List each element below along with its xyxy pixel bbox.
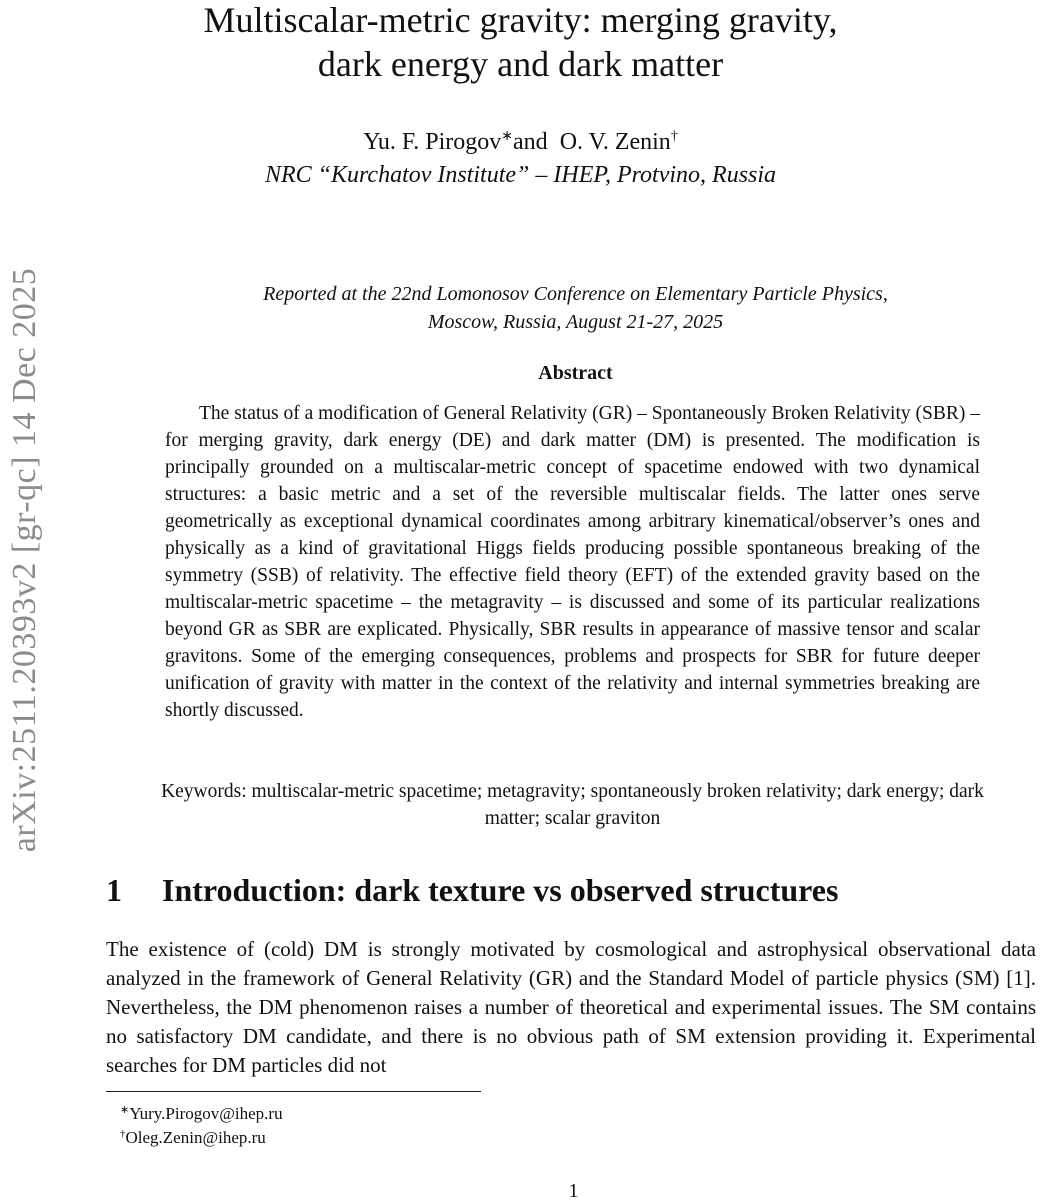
footnote-divider (106, 1091, 481, 1092)
authors (0, 122, 1041, 157)
author-second-footnote-mark: † (670, 129, 678, 144)
report-line-2: Moscow, Russia, August 21-27, 2025 (427, 311, 724, 333)
footnote-2-mark: † (120, 1128, 126, 1140)
page-number: 1 (568, 1180, 579, 1202)
abstract-text: The status of a modification of General Relativity (GR) – Spontaneously Broken Relativity (SBR) – for merging gravity, dark energy (DE) and dark matter (DM) is presented. The modification is principally grounded on a multiscalar-metric concept of spacetime endowed with two dynamical structures: a basic metric and a set of the reversible multiscalar fields. The latter ones serve geometrically as exceptional dynamical coordinates among arbitrary kinematical/observer’s ones and physically as a kind of gravitational Higgs fields producing possible spontaneous breaking of the symmetry (SSB) of relativity. The effective field theory (EFT) of the extended gravity based on the multiscalar-metric spacetime – the metagravity – is discussed and some of its particular realizations beyond GR as SBR are explicated. Physically, SBR results in appearance of massive tensor and scalar gravitons. Some of the emerging consequences, problems and prospects for SBR for future deeper unification of gravity with matter in the context of the relativity and internal symmetries breaking are shortly discussed. (165, 403, 980, 721)
affiliation: NRC “Kurchatov Institute” – IHEP, Protvino, Russia (264, 162, 777, 188)
keywords: Keywords: multiscalar-metric spacetime; metagravity; spontaneously broken relativity; dark energy; dark matter; scalar graviton (161, 781, 984, 829)
footnote-1-email: Yury.Pirogov@ihep.ru (129, 1104, 283, 1123)
report-line-1: Reported at the 22nd Lomonosov Conference on Elementary Particle Physics, (263, 283, 888, 305)
abstract-heading: Abstract (538, 362, 613, 384)
author-first: Yu. F. Pirogov (363, 129, 502, 155)
author-first-footnote-mark: ∗ (501, 129, 514, 144)
footnote-2 (120, 1123, 266, 1149)
title-line-2: dark energy and dark matter (317, 44, 724, 84)
footnote-1 (120, 1099, 283, 1125)
author-connector: and (513, 129, 548, 155)
footnote-1-mark: ∗ (120, 1104, 130, 1116)
arxiv-identifier-stamp: arXiv:2511.20393v2 [gr-qc] 14 Dec 2025 (6, 267, 43, 853)
section-title: Introduction: dark texture vs observed structures (162, 872, 839, 908)
conference-report-note (0, 280, 1041, 336)
author-second: O. V. Zenin (559, 129, 671, 155)
introduction-paragraph: The existence of (cold) DM is strongly motivated by cosmological and astrophysical observational data analyzed in the framework of General Relativity (GR) and the Standard Model of particle physics (SM) [1]. Nevertheless, the DM phenomenon raises a number of theoretical and experimental issues. The SM contains no satisfactory DM candidate, and there is no obvious path of SM extension providing it. Experimental searches for DM particles did not (106, 937, 1036, 1077)
section-number: 1 (106, 872, 122, 908)
title-line-1: Multiscalar-metric gravity: merging gravity, (203, 0, 838, 40)
footnote-2-email: Oleg.Zenin@ihep.ru (125, 1128, 266, 1147)
section-heading-introduction (106, 872, 1006, 909)
paper-title (0, 0, 1041, 86)
